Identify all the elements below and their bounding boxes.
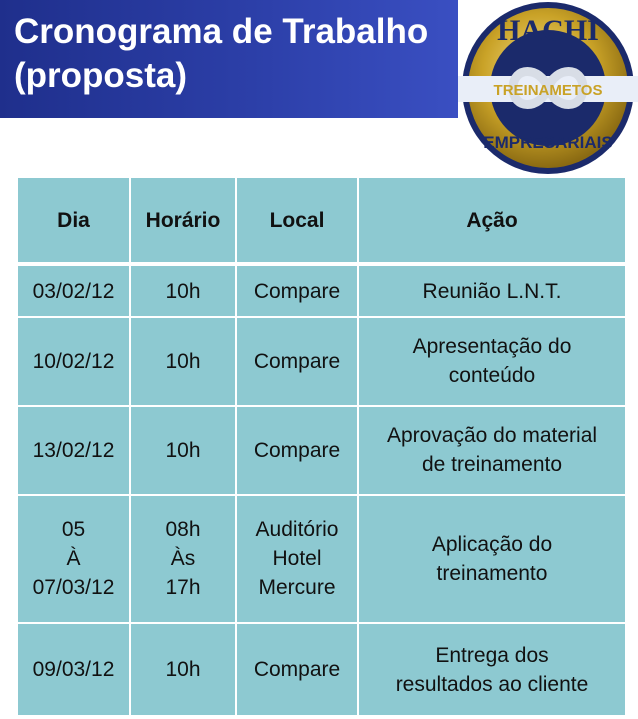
cell-horario: 10h: [131, 318, 237, 407]
cell-dia: 09/03/12: [18, 624, 131, 715]
cell-local: Compare: [237, 318, 359, 407]
column-header-horario: Horário: [131, 178, 237, 266]
logo-top-text: HACHI: [497, 14, 599, 47]
schedule-table: [18, 178, 625, 715]
column-header-acao: Ação: [359, 178, 625, 266]
cell-acao: Entrega dos resultados ao cliente: [395, 643, 589, 696]
page-title: Cronograma de Trabalho (proposta): [14, 12, 429, 95]
table-row: [18, 407, 625, 496]
cell-acao: Aprovação do material de treinamento: [359, 407, 625, 496]
cell-horario: 10h: [131, 407, 237, 496]
cell-acao: Aplicação do treinamento: [359, 496, 625, 625]
table-row: [18, 266, 625, 318]
logo-bottom-text: EMPRESARIAIS: [483, 133, 613, 152]
column-header-dia: Dia: [18, 178, 131, 266]
table-header-row: [18, 178, 625, 266]
cell-horario: 10h: [131, 266, 237, 318]
cell-dia: 05 À 07/03/12: [18, 496, 131, 625]
cell-local: Auditório Hotel Mercure: [237, 496, 359, 625]
cell-local: Compare: [237, 624, 359, 715]
cell-acao: Reunião L.N.T.: [359, 266, 625, 318]
cell-local: Compare: [237, 266, 359, 318]
column-header-local: Local: [237, 178, 359, 266]
table-row: [18, 624, 625, 715]
cell-dia: 13/02/12: [18, 407, 131, 496]
table-row: [18, 318, 625, 407]
cell-dia: 03/02/12: [18, 266, 131, 318]
cell-horario: 10h: [131, 624, 237, 715]
table-row: [18, 496, 625, 625]
logo-middle-text: TREINAMETOS: [493, 82, 603, 99]
cell-horario: 08h Às 17h: [131, 496, 237, 625]
cell-local: Compare: [237, 407, 359, 496]
cell-dia: 10/02/12: [18, 318, 131, 407]
hachi-logo: [458, 0, 638, 180]
cell-acao: Apresentação do conteúdo: [359, 318, 625, 407]
